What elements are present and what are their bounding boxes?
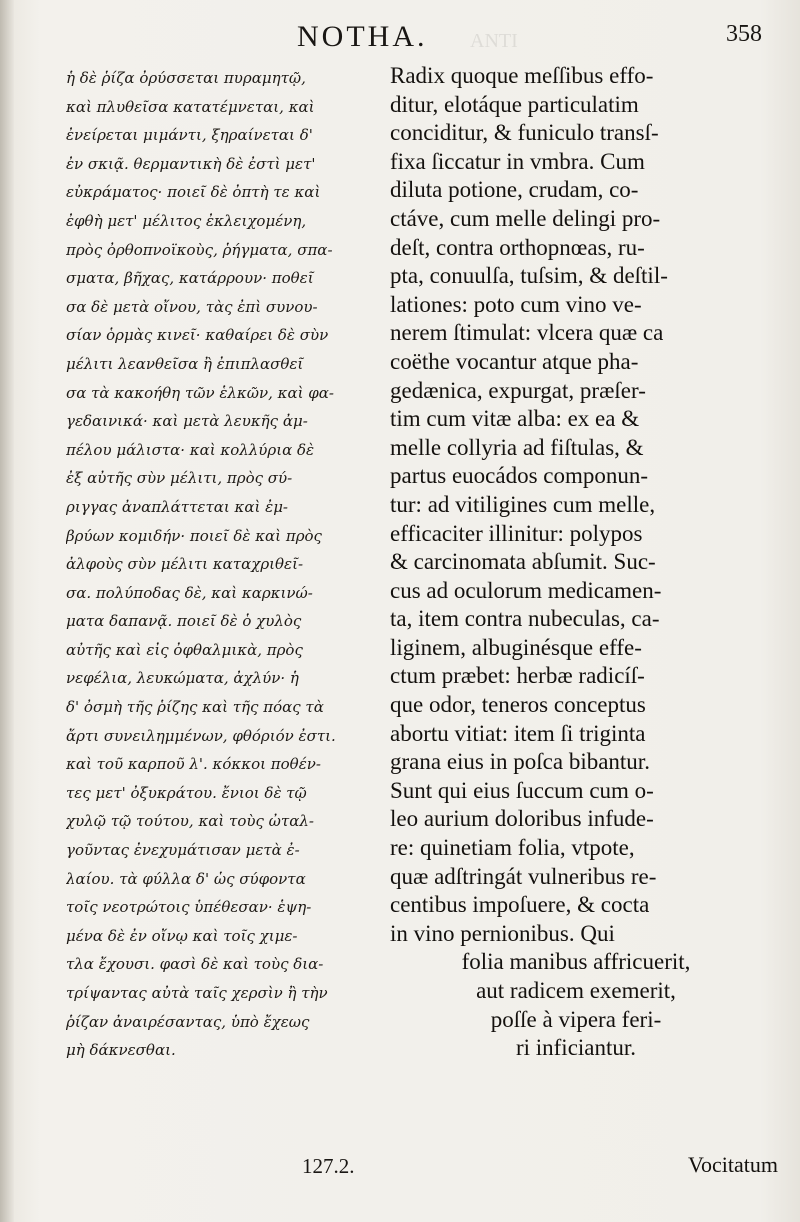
greek-line: σματα, βῆχας, κατάρρουν· ποθεῖ	[66, 269, 314, 288]
signature-mark: 127.2.	[302, 1154, 355, 1178]
greek-line: τρίψαντας αὐτὰ ταῖς χερσὶν ἢ τὴν	[66, 984, 328, 1002]
greek-line: καὶ πλυθεῖσα κατατέμνεται, καὶ	[66, 97, 315, 116]
latin-line: fixa ſiccatur in vmbra. Cum	[390, 148, 645, 174]
greek-line: καὶ τοῦ καρποῦ λ'. κόκκοι ποθέν-	[66, 755, 321, 774]
greek-line: ἐξ αὐτῆς σὺν μέλιτι, πρὸς σύ-	[66, 469, 293, 488]
latin-line: Sunt qui eius ſuccum cum o-	[390, 777, 654, 803]
latin-line: deſt, contra orthopnœas, ru-	[390, 234, 645, 260]
greek-line: αὐτῆς καὶ εἰς ὀφθαλμικὰ, πρὸς	[66, 640, 303, 659]
greek-line: σα δὲ μετὰ οἴνου, τὰς ἐπὶ συνου-	[66, 297, 318, 316]
latin-line: ditur, elotáque particulatim	[390, 91, 639, 117]
greek-line: χυλῷ τῷ τούτου, καὶ τοὺς ὠταλ-	[66, 812, 314, 831]
greek-line: μὴ δάκνεσθαι.	[66, 1041, 176, 1060]
latin-line: in vino pernionibus. Qui	[390, 920, 615, 946]
latin-line: conciditur, & funiculo transſ-	[390, 120, 659, 146]
greek-line: βρύων κομιδήν· ποιεῖ δὲ καὶ πρὸς	[66, 526, 322, 545]
latin-line: melle collyria ad fiſtulas, &	[390, 434, 644, 460]
greek-line: ἐνείρεται μιμάντι, ξηραίνεται δ'	[66, 126, 313, 145]
latin-line: & carcinomata abſumit. Suc-	[390, 549, 656, 575]
greek-text-column	[66, 64, 382, 1065]
greek-line: μέλιτι λεανθεῖσα ἢ ἐπιπλασθεῖ	[66, 354, 304, 373]
latin-centered-line: ri inficiantur.	[515, 1035, 637, 1061]
latin-line: cus ad oculorum medicamen-	[390, 577, 662, 603]
show-through-text: ΑΝΤΙ	[470, 30, 518, 52]
latin-line: diluta potione, crudam, co-	[390, 177, 639, 203]
latin-line: lationes: poto cum vino ve-	[390, 291, 642, 317]
greek-line: ἀλφοὺς σὺν μέλιτι καταχριθεῖ-	[66, 555, 304, 574]
latin-line: ctáve, cum melle delingi pro-	[390, 205, 661, 231]
greek-line: γοῦντας ἐνεχυμάτισαν μετὰ ἐ-	[66, 841, 300, 860]
greek-line: νεφέλια, λευκώματα, ἀχλύν· ἡ	[66, 669, 299, 688]
latin-line: liginem, albuginésque effe-	[390, 634, 642, 660]
latin-line: leo aurium doloribus infude-	[390, 806, 654, 832]
greek-line: ἄρτι συνειλημμένων, φθόριόν ἐστι.	[66, 726, 336, 745]
greek-line: ἡ δὲ ῥίζα ὀρύσσεται πυραμητῷ,	[66, 69, 306, 87]
latin-line: que odor, teneros conceptus	[390, 692, 646, 718]
latin-centered-line: aut radicem exemerit,	[476, 978, 676, 1003]
latin-line: abortu vitiat: item ſi triginta	[390, 720, 646, 746]
greek-line: σα τὰ κακοήθη τῶν ἑλκῶν, καὶ φα-	[66, 383, 334, 402]
greek-line: σα. πολύποδας δὲ, καὶ καρκινώ-	[66, 583, 313, 602]
catchword: Vocitatum	[687, 1152, 778, 1177]
greek-line: πρὸς ὀρθοπνοϊκοὺς, ῥήγματα, σπα-	[66, 240, 333, 259]
latin-line: efficaciter illinitur: polypos	[390, 520, 643, 546]
greek-line: εὐκράματος· ποιεῖ δὲ ὀπτὴ τε καὶ	[66, 183, 321, 202]
latin-line: centibus impoſuere, & cocta	[390, 892, 650, 918]
greek-line: τοῖς νεοτρώτοις ὑπέθεσαν· ἑψη-	[66, 898, 312, 917]
latin-centered-line: poſſe à vipera feri-	[490, 1006, 662, 1032]
greek-line: πέλου μάλιστα· καὶ κολλύρια δὲ	[66, 440, 315, 459]
latin-line: pta, conuulſa, tuſsim, & deſtil-	[390, 263, 668, 289]
greek-line: ριγγας ἀναπλάττεται καὶ ἐμ-	[66, 497, 289, 516]
latin-line: Radix quoque meſſibus effo-	[390, 63, 654, 88]
page-number: 358	[726, 21, 762, 47]
latin-line: partus euocádos componun-	[390, 463, 649, 489]
latin-line: re: quinetiam folia, vtpote,	[390, 835, 635, 861]
latin-line: nerem ſtimulat: vlcera quæ ca	[390, 320, 664, 346]
latin-line: ctum præbet: herbæ radicíſ-	[390, 663, 645, 689]
greek-line: ἐφθὴ μετ' μέλιτος ἐκλειχομένη,	[66, 211, 307, 230]
latin-centered-line: folia manibus affricuerit,	[461, 949, 691, 975]
greek-line: τλα ἔχουσι. φασὶ δὲ καὶ τοὺς δια-	[66, 955, 324, 974]
latin-text-column	[390, 62, 790, 1063]
latin-line: tur: ad vitiligines cum melle,	[390, 491, 656, 517]
running-head: NOTHA.	[297, 20, 428, 53]
greek-line: ἐν σκιᾷ. θερμαντικὴ δὲ ἐστὶ μετ'	[66, 154, 316, 173]
greek-line: σίαν ὁρμὰς κινεῖ· καθαίρει δὲ σὺν	[66, 326, 329, 345]
latin-line: tim cum vitæ alba: ex ea &	[390, 406, 640, 432]
latin-line: ta, item contra nubeculas, ca-	[390, 606, 660, 632]
greek-line: ματα δαπανᾷ. ποιεῖ δὲ ὁ χυλὸς	[66, 612, 302, 631]
greek-line: γεδαινικά· καὶ μετὰ λευκῆς ἀμ-	[66, 412, 308, 431]
latin-line: coëthe vocantur atque pha-	[390, 348, 639, 374]
latin-line: quæ adſtringát vulneribus re-	[390, 863, 657, 889]
greek-line: λαίου. τὰ φύλλα δ' ὡς σύφοντα	[66, 869, 306, 888]
greek-line: ῥίζαν ἀναιρέσαντας, ὑπὸ ἔχεως	[66, 1012, 310, 1031]
page-gutter-shadow	[0, 0, 14, 1222]
greek-line: τες μετ' ὀξυκράτου. ἔνιοι δὲ τῷ	[66, 783, 307, 802]
greek-line: μένα δὲ ἐν οἴνῳ καὶ τοῖς χιμε-	[66, 926, 298, 945]
latin-line: gedænica, expurgat, præſer-	[390, 377, 646, 403]
greek-line: δ' ὀσμὴ τῆς ῥίζης καὶ τῆς πόας τὰ	[66, 698, 324, 717]
latin-line: grana eius in poſca bibantur.	[390, 749, 650, 775]
